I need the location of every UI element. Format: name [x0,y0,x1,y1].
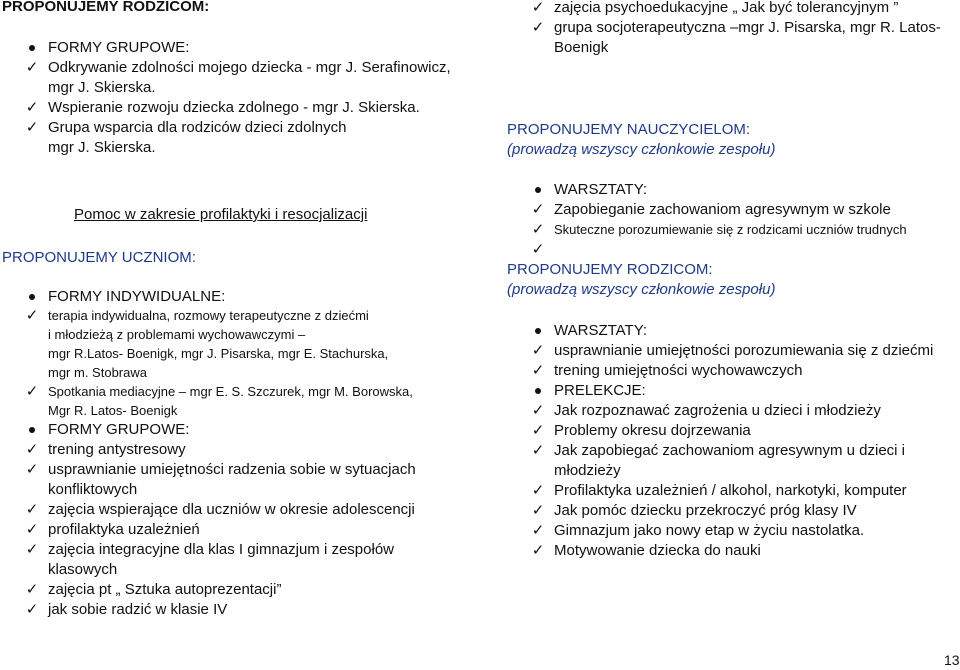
parent-offer-item [24,98,474,118]
checkmark-icon: ✓ [531,402,545,419]
list-item-text: Jak zapobiegać zachowaniom agresywnym u dzieci i [554,442,906,459]
list-item-text: Jak pomóc dziecku przekroczyć próg klasy IV [554,502,857,519]
lecture-item [530,521,950,541]
parent-offer-item [24,58,474,98]
checkmark-icon: ✓ [25,601,39,618]
page-number: 13 [944,652,960,668]
list-item-text: Spotkania mediacyjne – mgr E. S. Szczurek, mgr M. Borowska, [48,384,413,399]
checkmark-icon: ✓ [531,201,545,218]
individual-label: FORMY INDYWIDUALNE: [48,288,226,305]
lecture-item [530,421,950,441]
list-item-text: klasowych [48,561,118,578]
parents-group-label: FORMY GRUPOWE: [48,39,190,56]
checkmark-icon: ✓ [531,502,545,519]
bullet-dot-icon [24,287,40,300]
list-item-text: mgr m. Stobrawa [48,365,147,380]
list-item-text: Wspieranie rozwoju dziecka zdolnego - mgr J. Skierska. [48,99,420,116]
list-item-text: trening antystresowy [48,441,186,458]
list-item-text: Boenigk [554,39,609,56]
group-label: FORMY GRUPOWE: [48,421,190,438]
list-item-text: jak sobie radzić w klasie IV [48,601,228,618]
student-offer-item [530,0,950,18]
workshop-item [530,341,950,361]
list-item-text: terapia indywidualna, rozmowy terapeutyczne z dziećmi [48,308,369,323]
teacher-items-list [530,200,950,260]
checkmark-icon: ✓ [25,307,39,324]
section-title: Pomoc w zakresie profilaktyki i resocjalizacji [74,206,368,223]
individual-items-list [24,306,474,420]
students-header: PROPONUJEMY UCZNIOM: [2,249,196,266]
workshops-label-parents: WARSZTATY: [554,322,648,339]
lectures-label: PRELEKCJE: [554,382,646,399]
group-offer-item [24,600,474,620]
parent-offer-item [24,118,474,158]
parents-items-list [24,58,474,158]
group-offer-item [24,440,474,460]
checkmark-icon: ✓ [25,59,39,76]
student-offer-item [530,18,950,58]
checkmark-icon: ✓ [531,422,545,439]
list-item-text: młodzieży [554,462,621,479]
group-offer-item [24,520,474,540]
checkmark-icon: ✓ [531,362,545,379]
teacher-offer-item [530,220,950,240]
list-item-text: zajęcia pt „ Sztuka autoprezentacji” [48,581,282,598]
list-item-text: usprawnianie umiejętności porozumiewania się z dziećmi [554,342,934,359]
lecture-item [530,401,950,421]
list-item-text: konfliktowych [48,481,138,498]
lecture-item [530,501,950,521]
individual-offer-item [24,382,474,420]
list-item-text: mgr J. Skierska. [48,139,156,156]
teacher-offer-item [530,240,950,260]
bullet-dot-icon [24,38,40,51]
lecture-item [530,481,950,501]
list-item-text: mgr J. Skierska. [48,79,156,96]
list-item-text: mgr R.Latos- Boenigk, mgr J. Pisarska, mgr E. Stachurska, [48,346,389,361]
checkmark-icon: ✓ [531,241,545,258]
list-item-text: zajęcia integracyjne dla klas I gimnazjum i zespołów [48,541,394,558]
checkmark-icon: ✓ [531,342,545,359]
parents-subheader: (prowadzą wszyscy członkowie zespołu) [507,281,776,298]
list-item-text: grupa socjoterapeutyczna –mgr J. Pisarska, mgr R. Latos- [554,19,941,36]
list-item-text: Problemy okresu dojrzewania [554,422,751,439]
workshop-items-list [530,341,950,381]
checkmark-icon: ✓ [25,501,39,518]
checkmark-icon: ✓ [531,542,545,559]
checkmark-icon: ✓ [531,442,545,459]
checkmark-icon: ✓ [531,221,545,238]
individual-offer-item [24,306,474,382]
list-item-text: Odkrywanie zdolności mojego dziecka - mgr J. Serafinowicz, [48,59,451,76]
group-items-list [24,440,474,620]
teacher-offer-item [530,200,950,220]
group-offer-item [24,580,474,600]
bullet-dot-icon [530,381,546,394]
list-item-text: zajęcia psychoedukacyjne „ Jak być tolerancyjnym ” [554,0,899,16]
list-item-text: Mgr R. Latos- Boenigk [48,403,178,418]
checkmark-icon: ✓ [25,461,39,478]
checkmark-icon: ✓ [25,581,39,598]
list-item-text: Grupa wsparcia dla rodziców dzieci zdolnych [48,119,347,136]
workshops-label-teachers: WARSZTATY: [554,181,648,198]
list-item-text: Profilaktyka uzależnień / alkohol, narkotyki, komputer [554,482,907,499]
list-item-text: profilaktyka uzależnień [48,521,200,538]
teachers-subheader: (prowadzą wszyscy członkowie zespołu) [507,141,776,158]
lecture-item [530,441,950,481]
workshop-item [530,361,950,381]
checkmark-icon: ✓ [531,0,545,16]
checkmark-icon: ✓ [531,522,545,539]
checkmark-icon: ✓ [25,383,39,400]
list-item-text: usprawnianie umiejętności radzenia sobie w sytuacjach [48,461,416,478]
checkmark-icon: ✓ [25,119,39,136]
checkmark-icon: ✓ [531,482,545,499]
checkmark-icon: ✓ [531,19,545,36]
group-offer-item [24,540,474,580]
checkmark-icon: ✓ [25,541,39,558]
list-item-text: Gimnazjum jako nowy etap w życiu nastolatka. [554,522,865,539]
checkmark-icon: ✓ [25,521,39,538]
lecture-items-list [530,401,950,561]
list-item-text: trening umiejętności wychowawczych [554,362,803,379]
parents-header-right: PROPONUJEMY RODZICOM: [507,261,713,278]
bullet-dot-icon [530,321,546,334]
parents-header-left: PROPONUJEMY RODZICOM: [2,0,210,15]
list-item-text: zajęcia wspierające dla uczniów w okresie adolescencji [48,501,415,518]
list-item-text: Zapobieganie zachowaniom agresywnym w szkole [554,201,891,218]
group-offer-item [24,500,474,520]
right-top-items-list [530,0,950,58]
list-item-text: Motywowanie dziecka do nauki [554,542,761,559]
lecture-item [530,541,950,561]
checkmark-icon: ✓ [25,99,39,116]
checkmark-icon: ✓ [25,441,39,458]
list-item-text: Skuteczne porozumiewanie się z rodzicami uczniów trudnych [554,222,907,237]
group-offer-item [24,460,474,500]
list-item-text: Jak rozpoznawać zagrożenia u dzieci i młodzieży [554,402,881,419]
teachers-header: PROPONUJEMY NAUCZYCIELOM: [507,121,751,138]
bullet-dot-icon [530,180,546,193]
bullet-dot-icon [24,420,40,433]
list-item-text: i młodzieżą z problemami wychowawczymi – [48,327,306,342]
